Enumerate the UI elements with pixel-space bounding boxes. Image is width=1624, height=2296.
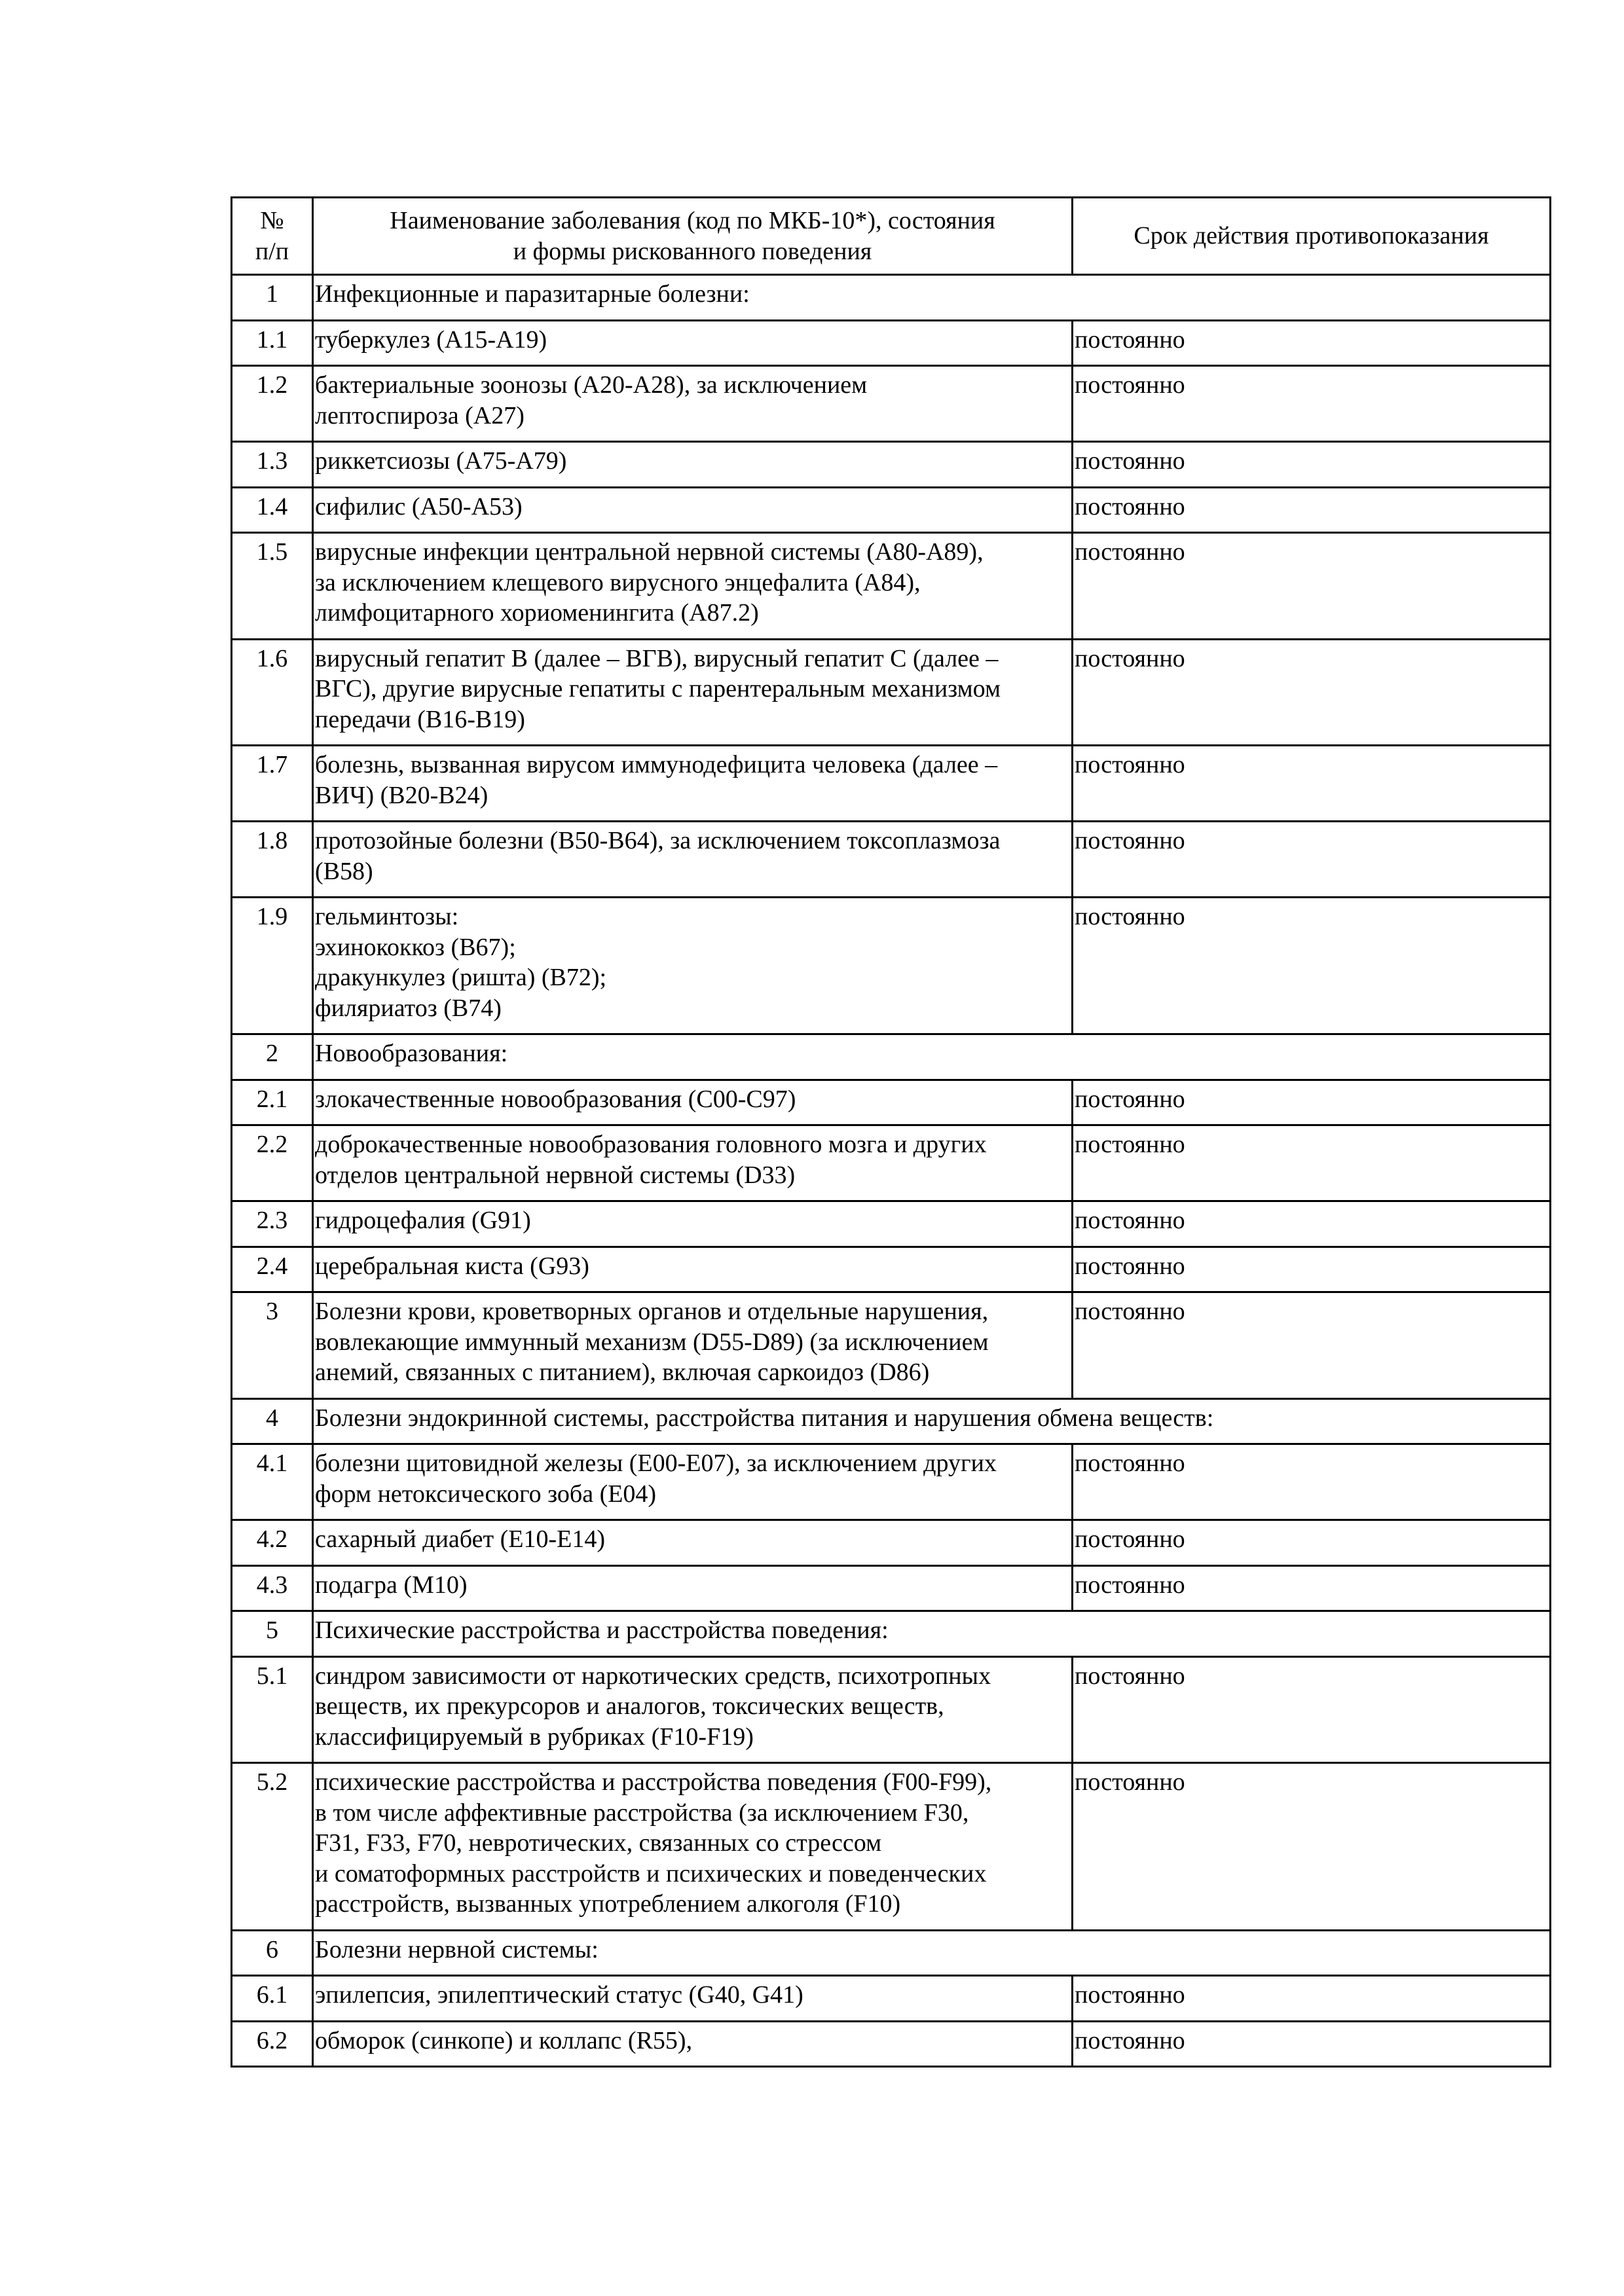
section-row bbox=[232, 1398, 1551, 1444]
disease-name: сахарный диабет (E10-E14) bbox=[313, 1520, 1073, 1566]
disease-name: болезни щитовидной железы (E00-E07), за исключением других форм нетоксического зоба (E04) bbox=[313, 1444, 1073, 1520]
table-row bbox=[232, 487, 1551, 533]
row-number: 6 bbox=[232, 1930, 313, 1976]
row-number: 4.1 bbox=[232, 1444, 313, 1520]
table-row bbox=[232, 1201, 1551, 1247]
disease-name: подагра (M10) bbox=[313, 1565, 1073, 1611]
row-number: 4 bbox=[232, 1398, 313, 1444]
table-row bbox=[232, 822, 1551, 898]
row-number: 2 bbox=[232, 1034, 313, 1080]
disease-name: церебральная киста (G93) bbox=[313, 1247, 1073, 1292]
section-title: Психические расстройства и расстройства поведения: bbox=[313, 1611, 1551, 1657]
disease-name: синдром зависимости от наркотических средств, психотропных веществ, их прекурсоров и аналогов, токсических веществ, классифицируемый в рубриках (F10-F19) bbox=[313, 1656, 1073, 1763]
table-header-row bbox=[232, 198, 1551, 275]
section-title: Инфекционные и паразитарные болезни: bbox=[313, 275, 1551, 321]
row-number: 1.2 bbox=[232, 366, 313, 442]
table-body bbox=[232, 275, 1551, 2067]
row-number: 2.4 bbox=[232, 1247, 313, 1292]
row-number: 5.2 bbox=[232, 1763, 313, 1931]
contraindication-term: постоянно bbox=[1073, 1125, 1551, 1201]
section-row bbox=[232, 1930, 1551, 1976]
disease-name: туберкулез (A15-A19) bbox=[313, 320, 1073, 366]
contraindication-term: постоянно bbox=[1073, 1976, 1551, 2022]
contraindication-term: постоянно bbox=[1073, 639, 1551, 746]
disease-name: протозойные болезни (B50-B64), за исключением токсоплазмоза (B58) bbox=[313, 822, 1073, 898]
contraindication-term: постоянно bbox=[1073, 442, 1551, 488]
contraindication-term: постоянно bbox=[1073, 1520, 1551, 1566]
row-number: 1.1 bbox=[232, 320, 313, 366]
table-row bbox=[232, 1292, 1551, 1399]
contraindication-term: постоянно bbox=[1073, 1565, 1551, 1611]
row-number: 1.7 bbox=[232, 746, 313, 822]
table-row bbox=[232, 442, 1551, 488]
table-row bbox=[232, 320, 1551, 366]
disease-name: обморок (синкопе) и коллапс (R55), bbox=[313, 2021, 1073, 2067]
table-row bbox=[232, 1763, 1551, 1931]
contraindication-term: постоянно bbox=[1073, 487, 1551, 533]
contraindication-term: постоянно bbox=[1073, 2021, 1551, 2067]
table-row bbox=[232, 2021, 1551, 2067]
row-number: 4.2 bbox=[232, 1520, 313, 1566]
header-num: № п/п bbox=[232, 198, 313, 275]
disease-name: болезнь, вызванная вирусом иммунодефицита человека (далее – ВИЧ) (B20-B24) bbox=[313, 746, 1073, 822]
header-name: Наименование заболевания (код по МКБ-10*), состояния и формы рискованного поведения bbox=[313, 198, 1073, 275]
row-number: 5 bbox=[232, 1611, 313, 1657]
contraindication-term: постоянно bbox=[1073, 1080, 1551, 1125]
disease-name: вирусный гепатит B (далее – ВГВ), вирусный гепатит C (далее – ВГС), другие вирусные гепатиты с парентеральным механизмом передачи (B16-B19) bbox=[313, 639, 1073, 746]
table-row bbox=[232, 366, 1551, 442]
table-row bbox=[232, 1656, 1551, 1763]
table-row bbox=[232, 746, 1551, 822]
row-number: 1.9 bbox=[232, 898, 313, 1034]
disease-name: вирусные инфекции центральной нервной системы (A80-A89), за исключением клещевого вирусного энцефалита (A84), лимфоцитарного хориоменингита (A87.2) bbox=[313, 533, 1073, 640]
row-number: 4.3 bbox=[232, 1565, 313, 1611]
disease-name: эпилепсия, эпилептический статус (G40, G41) bbox=[313, 1976, 1073, 2022]
disease-name: доброкачественные новообразования головного мозга и других отделов центральной нервной системы (D33) bbox=[313, 1125, 1073, 1201]
table-row bbox=[232, 1125, 1551, 1201]
contraindication-term: постоянно bbox=[1073, 366, 1551, 442]
row-number: 2.3 bbox=[232, 1201, 313, 1247]
table-row bbox=[232, 1520, 1551, 1566]
table-row bbox=[232, 639, 1551, 746]
section-row bbox=[232, 275, 1551, 321]
row-number: 1.4 bbox=[232, 487, 313, 533]
row-number: 1.5 bbox=[232, 533, 313, 640]
row-number: 5.1 bbox=[232, 1656, 313, 1763]
contraindication-term: постоянно bbox=[1073, 1444, 1551, 1520]
disease-name: гельминтозы: эхинококкоз (B67); дракункулез (ришта) (B72); филяриатоз (B74) bbox=[313, 898, 1073, 1034]
contraindication-term: постоянно bbox=[1073, 746, 1551, 822]
disease-name: риккетсиозы (A75-A79) bbox=[313, 442, 1073, 488]
row-number: 6.2 bbox=[232, 2021, 313, 2067]
contraindications-table bbox=[231, 196, 1551, 2068]
contraindication-term: постоянно bbox=[1073, 1247, 1551, 1292]
table-row bbox=[232, 1444, 1551, 1520]
section-title: Болезни эндокринной системы, расстройства питания и нарушения обмена веществ: bbox=[313, 1398, 1551, 1444]
row-number: 1.3 bbox=[232, 442, 313, 488]
contraindication-term: постоянно bbox=[1073, 320, 1551, 366]
section-row bbox=[232, 1034, 1551, 1080]
row-number: 3 bbox=[232, 1292, 313, 1399]
header-term: Срок действия противопоказания bbox=[1073, 198, 1551, 275]
contraindication-term: постоянно bbox=[1073, 533, 1551, 640]
contraindication-term: постоянно bbox=[1073, 822, 1551, 898]
disease-name: злокачественные новообразования (C00-C97) bbox=[313, 1080, 1073, 1125]
disease-name: Болезни крови, кроветворных органов и отдельные нарушения, вовлекающие иммунный механизм (D55-D89) (за исключением анемий, связанных с питанием), включая саркоидоз (D86) bbox=[313, 1292, 1073, 1399]
row-number: 6.1 bbox=[232, 1976, 313, 2022]
contraindication-term: постоянно bbox=[1073, 1763, 1551, 1931]
table-row bbox=[232, 898, 1551, 1034]
table-row bbox=[232, 1565, 1551, 1611]
table-row bbox=[232, 1080, 1551, 1125]
row-number: 2.2 bbox=[232, 1125, 313, 1201]
section-title: Новообразования: bbox=[313, 1034, 1551, 1080]
contraindication-term: постоянно bbox=[1073, 1201, 1551, 1247]
row-number: 1.6 bbox=[232, 639, 313, 746]
section-row bbox=[232, 1611, 1551, 1657]
disease-name: гидроцефалия (G91) bbox=[313, 1201, 1073, 1247]
section-title: Болезни нервной системы: bbox=[313, 1930, 1551, 1976]
disease-name: сифилис (A50-A53) bbox=[313, 487, 1073, 533]
row-number: 2.1 bbox=[232, 1080, 313, 1125]
disease-name: бактериальные зоонозы (A20-A28), за исключением лептоспироза (A27) bbox=[313, 366, 1073, 442]
row-number: 1 bbox=[232, 275, 313, 321]
disease-name: психические расстройства и расстройства поведения (F00-F99), в том числе аффективные расстройства (за исключением F30, F31, F33, F70, невротических, связанных со стрессом и соматоформных расстройств и психических и поведенческих расстройств, вызванных употреблением алкоголя (F10) bbox=[313, 1763, 1073, 1931]
table-row bbox=[232, 1976, 1551, 2022]
contraindication-term: постоянно bbox=[1073, 1656, 1551, 1763]
row-number: 1.8 bbox=[232, 822, 313, 898]
table-row bbox=[232, 1247, 1551, 1292]
contraindication-term: постоянно bbox=[1073, 1292, 1551, 1399]
contraindication-term: постоянно bbox=[1073, 898, 1551, 1034]
table-row bbox=[232, 533, 1551, 640]
